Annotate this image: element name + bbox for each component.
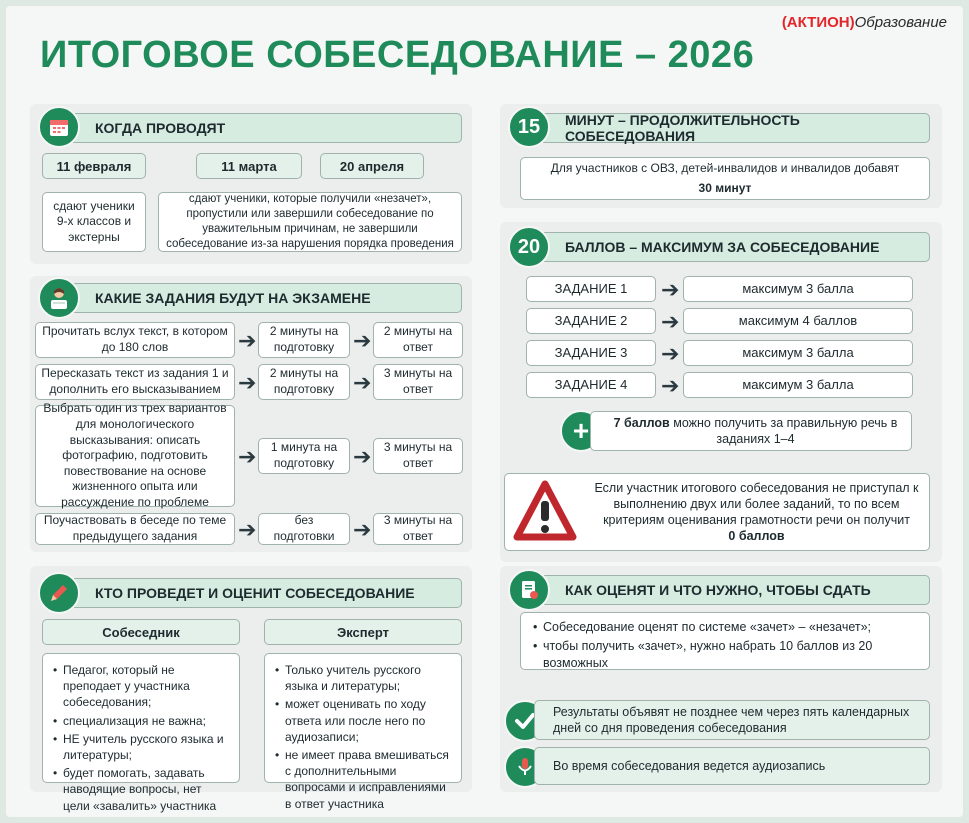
date-apr: 20 апреля [320, 153, 424, 179]
duration-note: Для участников с ОВЗ, детей-инвалидов и инвалидов добавят 30 минут [520, 157, 930, 200]
list-item: • может оценивать по ходу ответа или после него по аудиозаписи; [275, 696, 451, 745]
duration-heading: МИНУТ – ПРОДОЛЖИТЕЛЬНОСТЬ СОБЕСЕДОВАНИЯ [516, 113, 930, 143]
task-4-answer: 3 минуты на ответ [373, 513, 463, 545]
page-title: ИТОГОВОЕ СОБЕСЕДОВАНИЕ – 2026 [40, 34, 755, 76]
arrow-icon: ➔ [661, 341, 680, 366]
date-feb: 11 февраля [42, 153, 146, 179]
task-4-description: Поучаствовать в беседе по теме предыдущего задания [35, 513, 235, 545]
arrow-icon: ➔ [661, 309, 680, 334]
pencil-icon [38, 572, 80, 614]
score-task-3: ЗАДАНИЕ 3 [526, 340, 656, 366]
list-item: • будет помогать, задавать наводящие вопросы, нет цели «завалить» участника [53, 765, 229, 814]
list-item: • специализация не важна; [53, 713, 229, 729]
score-max-4: максимум 3 балла [683, 372, 913, 398]
arrow-icon: ➔ [238, 517, 257, 542]
arrow-icon: ➔ [661, 373, 680, 398]
task-2-prep: 2 минуты на подготовку [258, 364, 350, 400]
calendar-icon [38, 106, 80, 148]
score-task-1: ЗАДАНИЕ 1 [526, 276, 656, 302]
grading-heading: КАК ОЦЕНЯТ И ЧТО НУЖНО, ЧТОБЫ СДАТЬ [516, 575, 930, 605]
date-mar: 11 марта [196, 153, 302, 179]
scores-heading: БАЛЛОВ – МАКСИМУМ ЗА СОБЕСЕДОВАНИЕ [516, 232, 930, 262]
list-item: • чтобы получить «зачет», нужно набрать 10 баллов из 20 возможных [533, 638, 917, 672]
interviewer-title: Собеседник [42, 619, 240, 645]
task-1-prep: 2 минуты на подготовку [258, 322, 350, 358]
arrow-icon: ➔ [353, 328, 372, 353]
arrow-icon: ➔ [238, 370, 257, 395]
scores-number: 20 [508, 226, 550, 268]
warning-box: Если участник итогового собеседования не приступал к выполнению двух или более заданий, то по всем критериям оценивания грамотности речи он получит 0 баллов [504, 473, 930, 551]
score-max-1: максимум 3 балла [683, 276, 913, 302]
grading-list [520, 612, 930, 670]
task-3-answer: 3 минуты на ответ [373, 438, 463, 474]
when-heading: КОГДА ПРОВОДЯТ [46, 113, 462, 143]
who-heading: КТО ПРОВЕДЕТ И ОЦЕНИТ СОБЕСЕДОВАНИЕ [46, 578, 462, 608]
plus-icon: + [560, 410, 602, 452]
bonus-note: 7 баллов можно получить за правильную речь в заданиях 1–4 [590, 411, 912, 451]
list-item: • Собеседование оценят по системе «зачет» – «незачет»; [533, 619, 917, 636]
score-max-3: максимум 3 балла [683, 340, 913, 366]
list-item: • Только учитель русского языка и литературы; [275, 662, 451, 694]
task-2-answer: 3 минуты на ответ [373, 364, 463, 400]
task-3-prep: 1 минута на подготовку [258, 438, 350, 474]
list-item: • не имеет права вмешиваться с дополнительными вопросами и исправлениями в ответ участника [275, 747, 451, 812]
brand-logo: (АКТИОН)Образование [781, 14, 947, 31]
score-task-4: ЗАДАНИЕ 4 [526, 372, 656, 398]
when-main-participants: сдают ученики 9-х классов и экстерны [42, 192, 146, 252]
score-max-2: максимум 4 баллов [683, 308, 913, 334]
student-icon [38, 277, 80, 319]
list-item: • НЕ учитель русского языка и литературы; [53, 731, 229, 763]
tasks-heading: КАКИЕ ЗАДАНИЯ БУДУТ НА ЭКЗАМЕНЕ [46, 283, 462, 313]
task-3-description: Выбрать один из трех вариантов для монологического высказывания: описать фотографию, подготовить повествование на основе жизненного опыта или рассуждение по проблеме [35, 405, 235, 507]
document-icon [508, 569, 550, 611]
arrow-icon: ➔ [353, 517, 372, 542]
audio-note: Во время собеседования ведется аудиозапись [534, 747, 930, 785]
task-2-description: Пересказать текст из задания 1 и дополнить его высказыванием [35, 364, 235, 400]
when-retake-participants: сдают ученики, которые получили «незачет», пропустили или завершили собеседование по уважительным причинам, не завершили собеседование из-за нарушения порядка проведения [158, 192, 462, 252]
warning-icon [513, 479, 577, 548]
arrow-icon: ➔ [238, 328, 257, 353]
list-item: • Педагог, который не преподает у участника собеседования; [53, 662, 229, 711]
task-1-description: Прочитать вслух текст, в котором до 180 слов [35, 322, 235, 358]
task-1-answer: 2 минуты на ответ [373, 322, 463, 358]
task-4-prep: без подготовки [258, 513, 350, 545]
arrow-icon: ➔ [353, 370, 372, 395]
expert-list [264, 653, 462, 811]
arrow-icon: ➔ [353, 444, 372, 469]
duration-number: 15 [508, 106, 550, 148]
expert-title: Эксперт [264, 619, 462, 645]
interviewer-list [42, 653, 240, 813]
score-task-2: ЗАДАНИЕ 2 [526, 308, 656, 334]
arrow-icon: ➔ [661, 277, 680, 302]
results-note: Результаты объявят не позднее чем через пять календарных дней со дня проведения собеседования [534, 700, 930, 740]
arrow-icon: ➔ [238, 444, 257, 469]
